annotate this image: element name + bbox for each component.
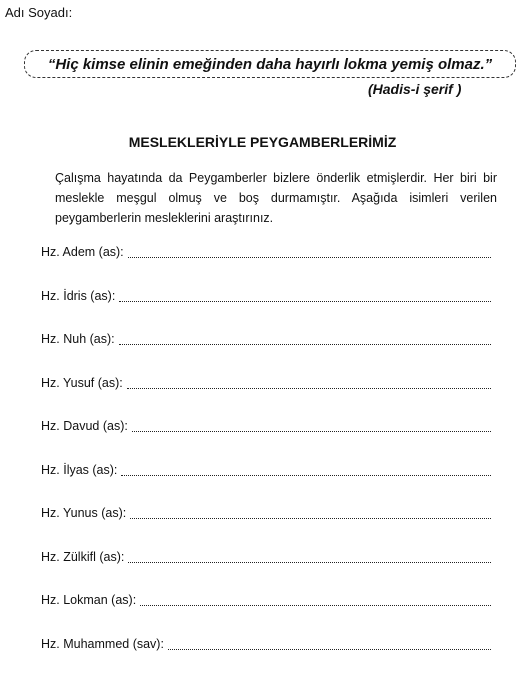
answer-line[interactable] (168, 637, 491, 650)
prophet-name: Hz. Adem (as): (41, 245, 124, 259)
prophet-name: Hz. İdris (as): (41, 288, 116, 303)
prophet-name: Hz. Zülkifl (as): (41, 549, 125, 564)
prophet-row (41, 593, 491, 637)
answer-line[interactable] (128, 550, 491, 563)
prophet-row (41, 637, 491, 681)
prophet-row (41, 332, 491, 376)
prophet-name: Hz. Yusuf (as): (41, 375, 123, 390)
prophet-list (41, 245, 491, 680)
prophet-row (41, 463, 491, 507)
prophet-name: Hz. Yunus (as): (41, 506, 127, 520)
prophet-name: Hz. Lokman (as): (41, 593, 137, 607)
answer-line[interactable] (140, 593, 491, 606)
prophet-row (41, 506, 491, 550)
answer-line[interactable] (130, 506, 491, 519)
prophet-name: Hz. İlyas (as): (41, 462, 118, 477)
prophet-row (41, 419, 491, 463)
answer-line[interactable] (119, 332, 491, 345)
answer-line[interactable] (132, 419, 491, 432)
answer-line[interactable] (121, 463, 491, 476)
prophet-name: Hz. Muhammed (sav): (41, 636, 164, 651)
name-label: Adı Soyadı: (5, 5, 73, 20)
answer-line[interactable] (119, 289, 491, 302)
prophet-row (41, 550, 491, 594)
answer-line[interactable] (127, 376, 491, 389)
prophet-row (41, 289, 491, 333)
answer-line[interactable] (128, 245, 491, 258)
page-title: MESLEKLERİYLE PEYGAMBERLERİMİZ (128, 134, 397, 150)
instructions: Çalışma hayatında da Peygamberler bizlere önderlik etmişlerdir. Her biri bir meslekle meşgul olmuş ve boş durmamıştır. Aşağıda isimleri verilen peygamberlerin mesleklerini araştırınız. (55, 171, 497, 225)
prophet-row (41, 245, 491, 289)
prophet-row (41, 376, 491, 420)
prophet-name: Hz. Nuh (as): (41, 332, 115, 346)
quote-box (24, 50, 516, 78)
prophet-name: Hz. Davud (as): (41, 419, 128, 433)
quote-source: (Hadis-i şerif ) (368, 81, 462, 97)
quote-text: “Hiç kimse elinin emeğinden daha hayırlı lokma yemiş olmaz.” (47, 55, 493, 73)
